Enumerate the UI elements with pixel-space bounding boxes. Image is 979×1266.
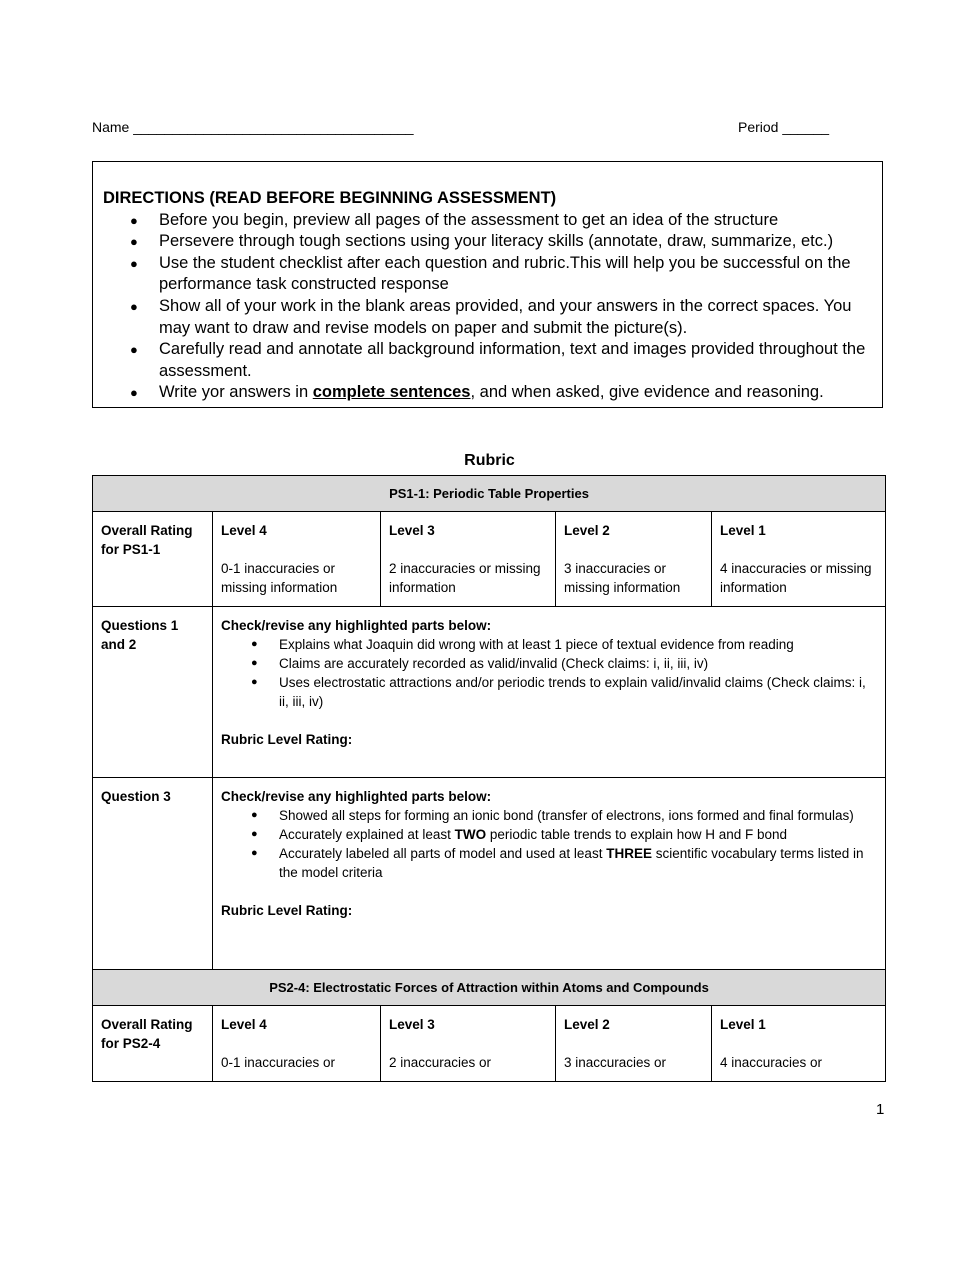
emphasis: complete sentences bbox=[312, 383, 471, 402]
list-item: ● Uses electrostatic attractions and/or periodic trends to explain valid/invalid claims (Check claims: i, ii, iii, iv) bbox=[279, 673, 877, 711]
list-item: ● Accurately explained at least TWO periodic table trends to explain how H and F bond bbox=[279, 825, 877, 844]
text: , and when asked, give evidence and reasoning. bbox=[470, 383, 824, 402]
text: Write yor answers in bbox=[159, 383, 313, 402]
overall-rating-label: Overall Rating for PS1-1 bbox=[93, 512, 213, 607]
level-cell: Level 4 0-1 inaccuracies or missing information bbox=[213, 512, 381, 607]
criteria-cell bbox=[213, 778, 886, 970]
level-cell: Level 2 3 inaccuracies or bbox=[556, 1006, 712, 1082]
list-item: ● Use the student checklist after each question and rubric.This will help you be successful on the performance task constructed response bbox=[159, 253, 882, 296]
check-heading: Check/revise any highlighted parts below: bbox=[221, 618, 492, 633]
name-field: Name ____________________________________ bbox=[92, 119, 414, 135]
level-cell: Level 1 4 inaccuracies or bbox=[712, 1006, 886, 1082]
directions-title: DIRECTIONS (READ BEFORE BEGINNING ASSESSMENT) bbox=[103, 189, 557, 207]
level-cell: Level 2 3 inaccuracies or missing information bbox=[556, 512, 712, 607]
rating-label: Rubric Level Rating: bbox=[221, 903, 353, 918]
list-item: ● Persevere through tough sections using your literacy skills (annotate, draw, summarize, etc.) bbox=[159, 231, 882, 253]
rating-label: Rubric Level Rating: bbox=[221, 732, 353, 747]
section-header: PS1-1: Periodic Table Properties bbox=[93, 476, 886, 512]
list-item bbox=[159, 382, 882, 404]
level-cell: Level 3 2 inaccuracies or bbox=[381, 1006, 556, 1082]
section-header: PS2-4: Electrostatic Forces of Attraction within Atoms and Compounds bbox=[93, 970, 886, 1006]
list-item: ● Accurately labeled all parts of model and used at least THREE scientific vocabulary terms listed in the model criteria bbox=[279, 844, 877, 882]
list-item: ● Before you begin, preview all pages of the assessment to get an idea of the structure bbox=[159, 210, 882, 232]
criteria-cell bbox=[213, 607, 886, 778]
level-cell: Level 1 4 inaccuracies or missing information bbox=[712, 512, 886, 607]
list-item: ● Show all of your work in the blank areas provided, and your answers in the correct spaces. You may want to draw and revise models on paper and submit the picture(s). bbox=[159, 296, 882, 339]
list-item: ● Explains what Joaquin did wrong with at least 1 piece of textual evidence from reading bbox=[279, 635, 877, 654]
page-number: 1 bbox=[876, 1101, 885, 1118]
rubric-title: Rubric bbox=[464, 452, 515, 469]
level-cell: Level 3 2 inaccuracies or missing information bbox=[381, 512, 556, 607]
period-field: Period ______ bbox=[738, 119, 830, 135]
level-cell: Level 4 0-1 inaccuracies or bbox=[213, 1006, 381, 1082]
check-heading: Check/revise any highlighted parts below: bbox=[221, 789, 492, 804]
list-item: ● Carefully read and annotate all background information, text and images provided throughout the assessment. bbox=[159, 339, 882, 382]
list-item: ● Claims are accurately recorded as valid/invalid (Check claims: i, ii, iii, iv) bbox=[279, 654, 877, 673]
overall-rating-label: Overall Rating for PS2-4 bbox=[93, 1006, 213, 1082]
question-label: Questions 1 and 2 bbox=[93, 607, 213, 778]
directions-box bbox=[92, 161, 883, 408]
directions-list bbox=[103, 210, 882, 404]
question-label: Question 3 bbox=[93, 778, 213, 970]
rubric-table bbox=[92, 475, 886, 1082]
list-item: ● Showed all steps for forming an ionic bond (transfer of electrons, ions formed and final formulas) bbox=[279, 806, 877, 825]
